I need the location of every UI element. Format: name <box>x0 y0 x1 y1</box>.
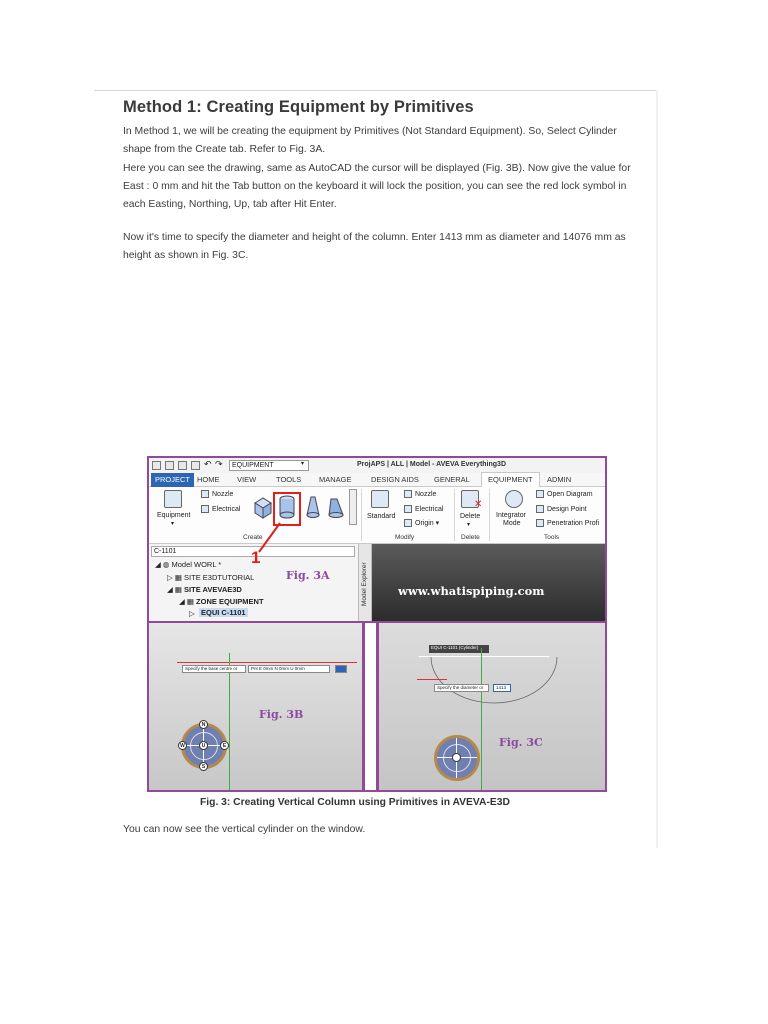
ok-indicator <box>335 665 347 673</box>
compass-u: U <box>199 741 208 750</box>
cone-primitive-icon <box>307 497 319 518</box>
annotation-pointer <box>256 520 286 556</box>
annotation-number: 1 <box>251 548 261 567</box>
axis-line-green <box>481 648 482 792</box>
origin-item: Origin ▾ <box>404 519 439 527</box>
modify-group-label: Modify <box>395 534 415 541</box>
redo-icon: ↷ <box>215 459 223 469</box>
integrator-icon <box>505 490 523 508</box>
cylinder-arc <box>429 655 559 705</box>
section-title: Method 1: Creating Equipment by Primitives <box>123 98 474 116</box>
figure-screenshot <box>147 456 607 792</box>
tab-general: GENERAL <box>434 475 470 484</box>
nozzle-modify-label: Nozzle <box>415 490 437 498</box>
module-combo: EQUIPMENT <box>229 460 309 471</box>
chevron-down-icon: ▾ <box>171 521 175 527</box>
tree-node-label: SITE E3DTUTORIAL <box>184 573 255 582</box>
chevron-down-icon: ▾ <box>301 461 305 467</box>
figure-caption: Fig. 3: Creating Vertical Column using Primitives in AVEVA-E3D <box>200 797 510 808</box>
chevron-down-icon: ▾ <box>467 522 471 528</box>
delete-label: Delete <box>460 513 481 520</box>
electrical-modify-label: Electrical <box>415 505 444 513</box>
tree-node-zone: ◢ ▦ ZONE EQUIPMENT <box>179 597 264 606</box>
watermark-url: www.whatispiping.com <box>398 584 545 598</box>
nozzle-icon <box>201 490 209 498</box>
compass-rose-icon <box>434 735 480 781</box>
model-explorer-strip <box>359 544 372 621</box>
paragraph-line: each Easting, Northing, Up, tab after Hit Enter. <box>123 199 337 210</box>
tree-dropdown: C-1101 <box>151 546 355 557</box>
axis-line-green <box>229 653 230 792</box>
tools-group-label: Tools <box>544 534 560 541</box>
fig-3b-label: Fig. 3B <box>259 708 304 721</box>
origin-label: Origin <box>415 520 434 527</box>
nozzle-item <box>201 490 233 498</box>
ribbon-tabs <box>149 473 605 487</box>
tab-equipment: EQUIPMENT <box>481 472 540 487</box>
electrical-icon <box>201 505 209 513</box>
mode-label: Mode <box>503 520 521 527</box>
open-diagram-item <box>536 490 593 498</box>
equipment-icon <box>164 490 182 508</box>
coordinate-fields: Pnt E 0mm N 0mm U 0mm <box>248 665 330 673</box>
nozzle-modify-item <box>404 490 436 498</box>
tree-node-label: Model WORL * <box>171 560 222 569</box>
snout-primitive-icon <box>329 499 343 518</box>
tab-admin: ADMIN <box>547 475 572 484</box>
page-edge <box>656 90 658 848</box>
paragraph-line: In Method 1, we will be creating the equipment by Primitives (Not Standard Equipment). So, Select Cylinder <box>123 126 617 137</box>
tree-node-label: ZONE EQUIPMENT <box>196 597 264 606</box>
axis-line-red <box>177 662 357 663</box>
compass-e: E <box>220 741 229 750</box>
dark-banner <box>372 544 605 621</box>
application-body <box>149 544 605 790</box>
tab-home: HOME <box>197 475 220 484</box>
electrical-modify-item <box>404 505 443 513</box>
diameter-value: 1413 <box>493 684 511 692</box>
design-point-label: Design Point <box>547 505 587 513</box>
closing-paragraph: You can now see the vertical cylinder on the window. <box>123 824 366 835</box>
tree-node-site-tutorial: ▷ ▦ SITE E3DTUTORIAL <box>167 573 255 582</box>
undo-icon: ↶ <box>204 459 212 469</box>
tree-node-equi-arrow: ▷ <box>189 609 195 618</box>
quick-access-toolbar <box>149 458 605 473</box>
paragraph-line: Here you can see the drawing, same as AutoCAD the cursor will be displayed (Fig. 3B). Now give the value for <box>123 163 631 174</box>
group-divider <box>454 489 455 541</box>
origin-icon <box>404 519 412 527</box>
electrical-item <box>201 505 240 513</box>
tab-manage: MANAGE <box>319 475 352 484</box>
save-icon <box>178 461 187 470</box>
box-primitive-icon <box>255 498 271 518</box>
tree-node-world: ◢ ◍ Model WORL * <box>155 560 222 569</box>
tab-view: VIEW <box>237 475 257 484</box>
viewport-fig-3b <box>149 621 365 790</box>
standard-icon <box>371 490 389 508</box>
nozzle-label: Nozzle <box>212 490 234 498</box>
key-icon <box>191 461 200 470</box>
close-icon: ✕ <box>474 499 483 510</box>
prompt-box: Specify the base centre or <box>182 665 246 673</box>
fig-3c-label: Fig. 3C <box>499 736 543 749</box>
tab-design-aids: DESIGN AIDS <box>371 475 419 484</box>
tab-tools: TOOLS <box>276 475 302 484</box>
penetration-profile-label: Penetration Profi <box>547 519 600 527</box>
compass-w: W <box>178 741 187 750</box>
paragraph-line: height as shown in Fig. 3C. <box>123 250 249 261</box>
penetration-profile-item <box>536 519 599 527</box>
paragraph-line: Now it's time to specify the diameter and height of the column. Enter 1413 mm as diameter and 14076 mm as <box>123 232 626 243</box>
cursor-red <box>417 679 447 680</box>
group-divider <box>361 489 362 541</box>
tree-node-equi: EQUI C-1101 <box>201 608 246 617</box>
compass-center <box>452 753 461 762</box>
group-divider <box>489 489 490 541</box>
electrical-label: Electrical <box>212 505 241 513</box>
compass-n: N <box>199 720 208 729</box>
window-title: ProjAPS | ALL | Model - AVEVA Everything3D <box>357 461 506 468</box>
standard-label: Standard <box>367 513 396 520</box>
equipment-label: Equipment <box>157 512 191 519</box>
design-point-icon <box>536 505 544 513</box>
compass-rose-icon <box>181 723 227 769</box>
delete-group-label: Delete <box>461 534 480 541</box>
nozzle-icon <box>404 490 412 498</box>
tree-node-label: SITE AVEVAE3D <box>184 585 242 594</box>
diameter-prompt: Specify the diameter or <box>434 684 489 692</box>
viewport-gap <box>365 621 376 790</box>
mail-icon <box>165 461 174 470</box>
compass-s: S <box>199 762 208 771</box>
tree-node-site-avevae3d: ◢ ▦ SITE AVEVAE3D <box>167 585 242 594</box>
ribbon-panel <box>149 487 605 544</box>
viewport-fig-3c <box>376 621 605 790</box>
fig-3a-label: Fig. 3A <box>286 569 330 582</box>
grid-icon <box>152 461 161 470</box>
integrator-label: Integrator <box>496 512 526 519</box>
gallery-scrollbar <box>349 489 357 525</box>
design-point-item <box>536 505 587 513</box>
paragraph-line: East : 0 mm and hit the Tab button on the keyboard it will lock the position, you can see the red lock symbol in <box>123 181 627 192</box>
model-explorer-label: Model Explorer <box>361 562 368 606</box>
create-group-label: Create <box>243 534 263 541</box>
paragraph-line: shape from the Create tab. Refer to Fig. 3A. <box>123 144 326 155</box>
open-diagram-label: Open Diagram <box>547 490 593 498</box>
diagram-icon <box>536 490 544 498</box>
penetration-icon <box>536 519 544 527</box>
element-tag: EQUI C-1101 (Cylinder) <box>429 645 489 653</box>
electrical-icon <box>404 505 412 513</box>
tab-project: PROJECT <box>151 473 194 487</box>
